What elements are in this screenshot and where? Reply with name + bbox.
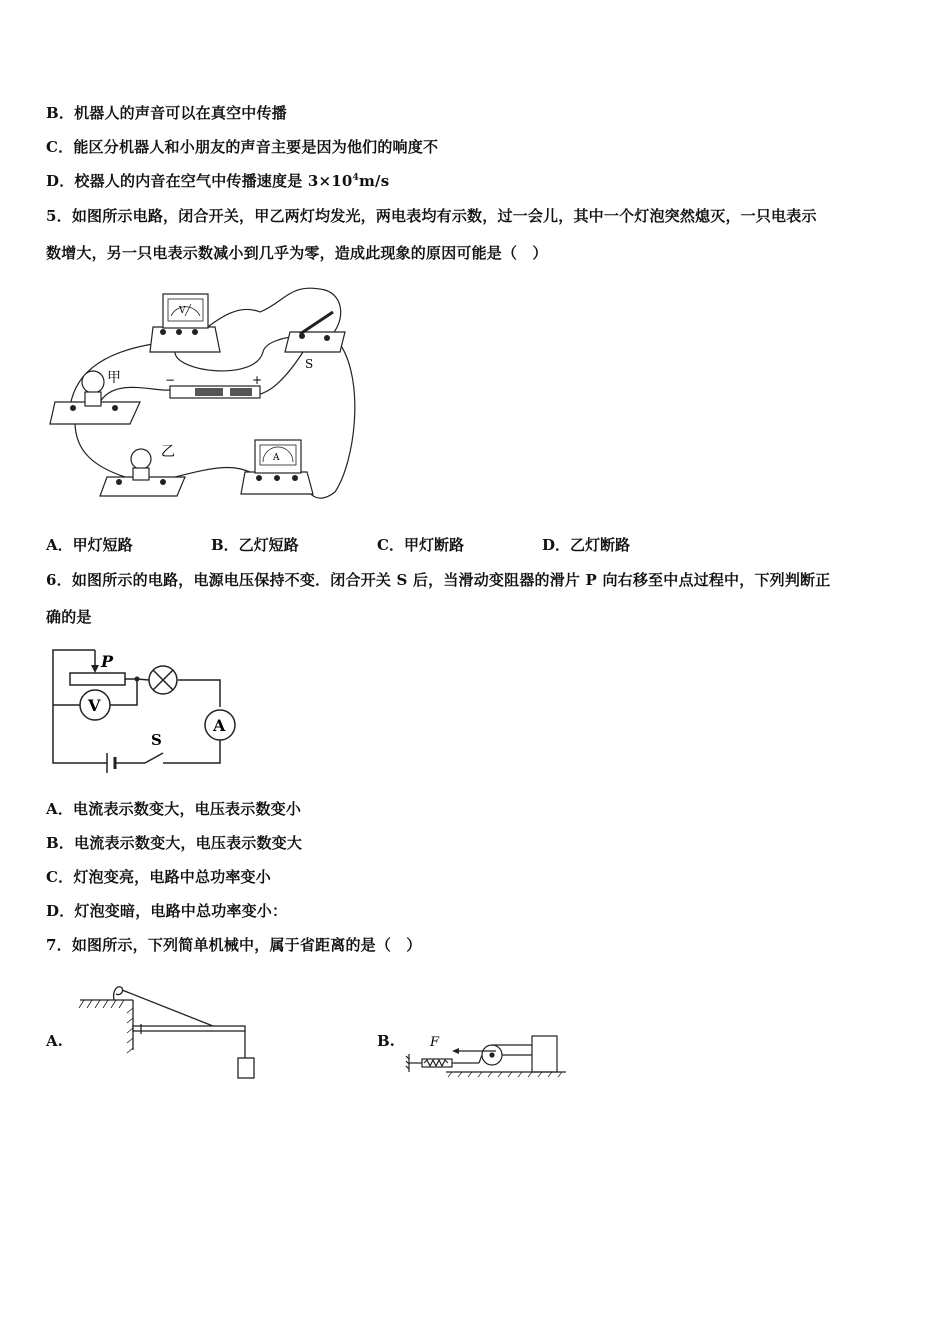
- q6-option-d: D．灯泡变暗，电路中总功率变小：: [46, 902, 288, 920]
- q4-option-b: B．机器人的声音可以在真空中传播: [46, 104, 287, 122]
- lamp-jia-label: 甲: [107, 370, 121, 386]
- switch-label: S: [151, 731, 162, 749]
- q4-option-d-exponent: 4: [352, 173, 359, 183]
- q5-option-b: B．乙灯短路: [211, 536, 299, 554]
- q5-stem-line1: 5．如图所示电路，闭合开关，甲乙两灯均发光，两电表均有示数，过一会儿，其中一个灯泡突然熄灭，一只电表示: [46, 207, 817, 225]
- q7-option-b-label: B.: [377, 1032, 395, 1050]
- q5-circuit-figure: [45, 282, 365, 512]
- voltmeter-icon: [80, 690, 110, 720]
- ammeter-icon: [241, 440, 313, 494]
- lamp-yi-label: 乙: [161, 444, 175, 460]
- q5-option-c: C．甲灯断路: [377, 536, 464, 554]
- force-label: F: [430, 1035, 440, 1050]
- q5-stem-line2: 数增大，另一只电表示数减小到几乎为零，造成此现象的原因可能是（ ）: [46, 244, 548, 262]
- voltmeter-label: V: [179, 306, 186, 316]
- battery-plus: +: [252, 373, 263, 387]
- switch-label: S: [305, 357, 314, 371]
- q4-option-d-text: D．校器人的内音在空气中传播速度是 3×10: [46, 172, 353, 190]
- wire: [75, 422, 125, 477]
- q7-option-a-label: A.: [46, 1032, 63, 1050]
- wire: [260, 352, 303, 394]
- q7-stem: 7．如图所示，下列简单机械中，属于省距离的是（ ）: [46, 936, 422, 954]
- switch-icon: [285, 312, 345, 371]
- q5-option-d: D．乙灯断路: [542, 536, 631, 554]
- q4-option-d-unit: m/s: [358, 172, 390, 190]
- battery-icon: [165, 373, 262, 398]
- voltmeter-label: V: [88, 696, 101, 715]
- wire: [307, 344, 355, 498]
- q4-option-d: [46, 170, 389, 191]
- q7-figure-a: [78, 968, 268, 1083]
- q6-circuit-figure: [45, 645, 255, 780]
- q7-figure-b: [404, 1028, 569, 1083]
- wire: [100, 387, 170, 402]
- q6-stem-line1: 6．如图所示的电路，电源电压保持不变．闭合开关 S 后，当滑动变阻器的滑片 P 向右移至中点过程中，下列判断正: [46, 571, 831, 589]
- voltmeter-icon: [150, 294, 220, 352]
- ammeter-icon: [205, 710, 235, 740]
- q5-option-a: A．甲灯短路: [46, 536, 133, 554]
- ammeter-label: A: [273, 453, 280, 463]
- lamp-jia-icon: [50, 370, 140, 424]
- ammeter-label: A: [213, 716, 226, 735]
- q6-stem-line2: 确的是: [46, 608, 92, 626]
- battery-minus: −: [165, 373, 176, 387]
- lamp-yi-icon: [100, 444, 185, 496]
- q4-option-c: C．能区分机器人和小朋友的声音主要是因为他们的响度不: [46, 138, 439, 156]
- slider-arrow-icon: [91, 665, 99, 673]
- force-arrow-icon: [452, 1048, 459, 1054]
- q6-option-b: B．电流表示数变大，电压表示数变大: [46, 834, 303, 852]
- slider-label: P: [101, 652, 114, 671]
- q6-option-a: A．电流表示数变大，电压表示数变小: [46, 800, 302, 818]
- q6-option-c: C．灯泡变亮，电路中总功率变小: [46, 868, 271, 886]
